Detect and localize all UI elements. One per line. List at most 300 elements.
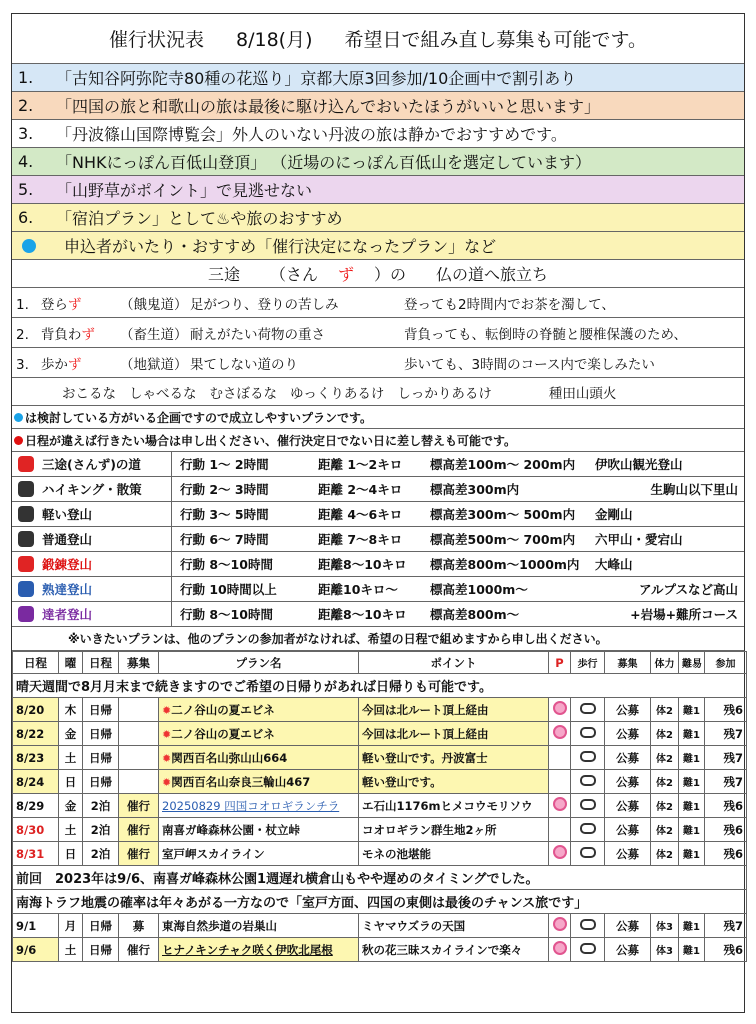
item-number: 2. [18, 96, 34, 115]
col-recruit: 募集 [605, 652, 651, 674]
level-name [12, 502, 172, 526]
cell-plan-text[interactable]: 20250829 四国コオロギランチラ [162, 798, 340, 813]
level-name-text: ハイキング・散策 [42, 482, 142, 497]
cell-status: 催行 [119, 818, 159, 842]
col-date: 日程 [13, 652, 59, 674]
level-distance: 距離8～10キロ [318, 557, 407, 572]
level-distance: 距離 2～4キロ [318, 482, 403, 497]
level-example: アルプスなど高山 [638, 582, 738, 597]
cell-plan-text: 二ノ谷山の夏エビネ [171, 726, 275, 741]
flower-icon [553, 941, 567, 955]
cell-point: 軽い登山です。丹波富士 [359, 746, 549, 770]
animal-icon [580, 799, 596, 810]
page-title [12, 14, 744, 64]
cell-stamina: 体2 [651, 746, 679, 770]
cell-plan[interactable] [159, 914, 359, 938]
level-elevation: 標高差800m～ [430, 607, 520, 622]
level-elevation: 標高差300m～ 500m内 [430, 507, 576, 522]
cell-date [13, 938, 59, 962]
sanzu-verb-text: 登ら [40, 296, 68, 313]
level-name [12, 552, 172, 576]
cell-date-text: 8/22 [16, 726, 45, 741]
sanzu-line [12, 348, 744, 378]
cell-recruit: 公募 [605, 698, 651, 722]
sanzu-realm: （餓鬼道） [120, 296, 188, 313]
level-row [12, 477, 744, 502]
level-distance: 距離8～10キロ [318, 607, 407, 622]
sanzu-verb [16, 353, 120, 373]
note-blue [12, 406, 744, 429]
cell-walk [571, 938, 605, 962]
sanzu-title-c: 仏の道へ旅立ち [436, 265, 549, 284]
sanzu-title-b [260, 262, 416, 285]
level-name [12, 577, 172, 601]
cell-plan[interactable] [159, 842, 359, 866]
big-note-text: ※いきたいプランは、他のプランの参加者がなければ、希望の日程で組めますから申し出ください。 [68, 632, 608, 646]
highlight-item [12, 148, 744, 176]
level-row [12, 552, 744, 577]
quote-author: 種田山頭火 [548, 385, 617, 402]
cell-p [549, 938, 571, 962]
cell-stamina: 体2 [651, 794, 679, 818]
cell-dow: 月 [59, 914, 83, 938]
sanzu-verb [16, 293, 120, 313]
cell-date-text: 8/20 [16, 702, 45, 717]
col-join: 参加 [705, 652, 747, 674]
sun-icon: ✹ [162, 751, 172, 765]
sanzu-title-a: 三途 [207, 265, 240, 284]
level-distance: 距離 7～8キロ [318, 532, 403, 547]
cell-nights: 2泊 [83, 842, 119, 866]
cell-status [119, 746, 159, 770]
animal-icon [580, 751, 596, 762]
cell-status: 催行 [119, 938, 159, 962]
level-row [12, 452, 744, 477]
cell-recruit: 公募 [605, 794, 651, 818]
quake-note-row [13, 890, 747, 914]
level-name-text: 鍛錬登山 [42, 557, 93, 572]
note-blue-text: は検討している方がいる企画ですので成立しやすいプランです。 [25, 410, 373, 425]
cell-dow: 土 [59, 938, 83, 962]
cell-join: 残7 [705, 914, 747, 938]
cell-stamina: 体2 [651, 722, 679, 746]
col-walk: 歩行 [571, 652, 605, 674]
level-duration: 行動 10時間以上 [180, 582, 277, 597]
table-row[interactable] [13, 722, 747, 746]
title-sub: 希望日で組み直し募集も可能です。 [344, 29, 647, 51]
cell-walk [571, 770, 605, 794]
level-duration: 行動 1～ 2時間 [180, 457, 269, 472]
highlight-item [12, 64, 744, 92]
sanzu-suffix: ず [67, 356, 82, 373]
highlight-item [12, 120, 744, 148]
sanzu-verb-text: 背負わ [40, 326, 82, 343]
featured-item-text: 申込者がいたり・おすすめ「催行決定になったプラン」など [64, 237, 497, 256]
quote-word: しゃべるな [129, 385, 197, 402]
item-text: 「宿泊プラン」として♨や旅のおすすめ [56, 209, 343, 228]
cell-join: 残7 [705, 722, 747, 746]
cell-join: 残7 [705, 746, 747, 770]
cell-p [549, 770, 571, 794]
level-row [12, 502, 744, 527]
table-row[interactable] [13, 698, 747, 722]
animal-icon [580, 775, 596, 786]
cell-plan[interactable] [159, 938, 359, 962]
cell-plan-text: 二ノ谷山の夏エビネ [171, 702, 275, 717]
prev-note: 前回 2023年は9/6、南喜ガ峰森林公園1週遅れ横倉山もやや遅めのタイミングでした。 [13, 866, 747, 890]
level-info [172, 605, 744, 623]
sanzu-realm: （地獄道） [120, 356, 188, 373]
cell-plan[interactable] [159, 698, 359, 722]
title-main: 催行状況表 [109, 29, 205, 51]
cell-recruit: 公募 [605, 722, 651, 746]
cell-dow: 木 [59, 698, 83, 722]
cell-recruit: 公募 [605, 818, 651, 842]
cell-plan[interactable] [159, 770, 359, 794]
cell-plan-text: 関西百名山弥山山664 [171, 750, 288, 765]
col-dow: 曜 [59, 652, 83, 674]
animal-icon [580, 919, 596, 930]
table-row[interactable] [13, 746, 747, 770]
item-number: 5. [18, 180, 34, 199]
cell-recruit: 公募 [605, 746, 651, 770]
level-example: 六甲山・愛宕山 [595, 532, 683, 547]
cell-recruit: 公募 [605, 938, 651, 962]
table-row[interactable] [13, 938, 747, 962]
cell-walk [571, 794, 605, 818]
animal-icon [580, 823, 596, 834]
cell-status: 催行 [119, 842, 159, 866]
level-row [12, 602, 744, 627]
status-sheet [11, 13, 745, 1013]
cell-nights: 日帰 [83, 722, 119, 746]
cell-join: 残6 [705, 938, 747, 962]
sanzu-note: 背負っても、転倒時の脊髄と腰椎保護のため、 [404, 326, 687, 343]
col-p: P [549, 652, 571, 674]
table-row[interactable] [13, 914, 747, 938]
cell-p [549, 914, 571, 938]
level-info [172, 480, 744, 498]
cell-dow: 土 [59, 746, 83, 770]
quote-line [12, 378, 744, 406]
blue-dot-icon [14, 413, 23, 422]
cell-plan-text: 室戸岬スカイライン [162, 846, 265, 861]
cell-plan-text: 東海自然歩道の岩巣山 [162, 918, 277, 933]
flower-icon [553, 797, 567, 811]
top-note-row [13, 674, 747, 698]
item-number: 6. [18, 208, 34, 227]
note-red [12, 429, 744, 452]
level-name-text: 達者登山 [42, 607, 93, 622]
cell-plan[interactable] [159, 746, 359, 770]
quote-word: しっかりあるけ [397, 385, 492, 402]
level-duration: 行動 8～10時間 [180, 557, 273, 572]
cell-difficulty: 難1 [679, 746, 705, 770]
prev-note-row [13, 866, 747, 890]
cell-difficulty: 難1 [679, 770, 705, 794]
cell-plan-text: 関西百名山奈良三輪山467 [171, 774, 311, 789]
cell-date [13, 794, 59, 818]
cell-dow: 金 [59, 722, 83, 746]
level-info [172, 505, 744, 523]
animal-icon [18, 556, 34, 572]
cell-plan-text: 南喜ガ峰森林公園・杖立峠 [162, 822, 300, 837]
animal-icon [580, 727, 596, 738]
blue-dot-icon [22, 239, 36, 253]
level-name-text: 軽い登山 [42, 507, 93, 522]
top-note-a: 晴天週 [16, 680, 56, 695]
level-duration: 行動 8～10時間 [180, 607, 273, 622]
cell-stamina: 体3 [651, 938, 679, 962]
cell-status [119, 722, 159, 746]
cell-point: 今回は北ルート頂上経由 [359, 722, 549, 746]
featured-item [12, 232, 744, 260]
cell-date-text: 8/23 [16, 750, 45, 765]
quake-note: 南海トラフ地震の確率は年々あがる一方なので「室戸方面、四国の東側は最後のチャンス旅です」 [13, 890, 747, 914]
cell-date-text: 9/1 [16, 918, 37, 933]
cell-stamina: 体2 [651, 818, 679, 842]
sun-icon: ✹ [162, 727, 172, 741]
cell-status: 催行 [119, 794, 159, 818]
sanzu-line [12, 318, 744, 348]
cell-recruit: 公募 [605, 914, 651, 938]
item-text: 「山野草がポイント」で見逃せない [56, 181, 313, 200]
cell-walk [571, 722, 605, 746]
table-row[interactable] [13, 818, 747, 842]
cell-point: モネの池堪能 [359, 842, 549, 866]
level-elevation: 標高差800m～1000m内 [430, 557, 580, 572]
table-header [13, 652, 747, 674]
highlight-item [12, 176, 744, 204]
sanzu-realm: （畜生道） [120, 326, 188, 343]
animal-icon [18, 456, 34, 472]
highlight-item [12, 92, 744, 120]
flower-icon [553, 725, 567, 739]
level-elevation: 標高差500m～ 700m内 [430, 532, 576, 547]
cell-date-text: 9/6 [16, 942, 37, 957]
quote-word: おこるな [62, 385, 116, 402]
level-info [172, 555, 744, 573]
level-name [12, 452, 172, 476]
level-name-text: 熟達登山 [42, 582, 93, 597]
cell-status: 募 [119, 914, 159, 938]
flower-icon [553, 917, 567, 931]
cell-date [13, 746, 59, 770]
sanzu-title-b3: ）の [374, 265, 407, 284]
level-duration: 行動 2～ 3時間 [180, 482, 269, 497]
cell-recruit: 公募 [605, 770, 651, 794]
cell-p [549, 842, 571, 866]
animal-icon [18, 481, 34, 497]
level-elevation: 標高差1000m～ [430, 582, 528, 597]
sanzu-title [12, 260, 744, 288]
level-example: 生駒山以下里山 [650, 482, 738, 497]
animal-icon [18, 506, 34, 522]
animal-icon [18, 581, 34, 597]
cell-difficulty: 難1 [679, 914, 705, 938]
level-example: +岩場+難所コース [630, 607, 738, 622]
cell-dow: 日 [59, 770, 83, 794]
quote-word: ゆっくりあるけ [290, 385, 385, 402]
cell-difficulty: 難1 [679, 818, 705, 842]
cell-walk [571, 746, 605, 770]
item-number: 3. [18, 124, 34, 143]
level-name-text: 普通登山 [42, 532, 93, 547]
flower-icon [553, 845, 567, 859]
table-row[interactable] [13, 770, 747, 794]
cell-date [13, 842, 59, 866]
cell-stamina: 体2 [651, 698, 679, 722]
animal-icon [580, 703, 596, 714]
cell-join: 残6 [705, 818, 747, 842]
cell-difficulty: 難1 [679, 698, 705, 722]
sanzu-suffix: ず [81, 326, 95, 343]
cell-dow: 金 [59, 794, 83, 818]
item-number: 4. [18, 152, 34, 171]
level-row [12, 577, 744, 602]
level-info [172, 455, 744, 473]
cell-nights: 日帰 [83, 746, 119, 770]
level-elevation: 標高差300m内 [430, 482, 520, 497]
cell-walk [571, 698, 605, 722]
cell-plan[interactable] [159, 794, 359, 818]
cell-date [13, 698, 59, 722]
animal-icon [580, 943, 596, 954]
cell-stamina: 体3 [651, 914, 679, 938]
top-note-b: 間で8月月末まで続きますのでご希望の日帰りがあれば日帰りも可能です。 [55, 680, 493, 695]
cell-point: ミヤマウズラの天国 [359, 914, 549, 938]
schedule-table [12, 651, 747, 962]
cell-date [13, 722, 59, 746]
flower-icon [553, 701, 567, 715]
sanzu-desc: 足がつり、登りの苦しみ [190, 296, 339, 313]
cell-dow: 土 [59, 818, 83, 842]
cell-walk [571, 914, 605, 938]
item-text: 「古知谷阿弥陀寺80種の花巡り」京都大原3回参加/10企画中で割引あり [56, 69, 577, 88]
level-name [12, 602, 172, 626]
cell-nights: 2泊 [83, 818, 119, 842]
cell-plan[interactable] [159, 818, 359, 842]
cell-join: 残6 [705, 698, 747, 722]
col-stamina: 体力 [651, 652, 679, 674]
item-text: 「四国の旅と和歌山の旅は最後に駆け込んでおいたほうがいいと思います」 [56, 97, 601, 116]
sanzu-desc: 耐えがたい荷物の重さ [190, 326, 325, 343]
level-name [12, 527, 172, 551]
cell-point: 秋の花三昧スカイラインで楽々 [359, 938, 549, 962]
cell-point: エ石山1176mヒメコウモリソウ [359, 794, 549, 818]
cell-nights: 日帰 [83, 698, 119, 722]
sanzu-num: 1. [16, 296, 29, 313]
animal-icon [18, 531, 34, 547]
level-info [172, 530, 744, 548]
cell-stamina: 体2 [651, 842, 679, 866]
cell-date [13, 770, 59, 794]
level-example: 大峰山 [595, 557, 633, 572]
col-status: 募集 [119, 652, 159, 674]
cell-date-text: 8/29 [16, 798, 45, 813]
cell-plan[interactable] [159, 722, 359, 746]
cell-nights: 日帰 [83, 914, 119, 938]
cell-point: 軽い登山です。 [359, 770, 549, 794]
cell-date [13, 818, 59, 842]
cell-join: 残6 [705, 794, 747, 818]
item-number: 1. [18, 68, 34, 87]
cell-nights: 日帰 [83, 938, 119, 962]
level-name [12, 477, 172, 501]
table-row[interactable] [13, 794, 747, 818]
cell-p [549, 818, 571, 842]
cell-difficulty: 難1 [679, 842, 705, 866]
cell-date-text: 8/24 [16, 774, 45, 789]
red-dot-icon [14, 436, 23, 445]
cell-dow: 日 [59, 842, 83, 866]
level-name-text: 三途(さんず)の道 [42, 457, 141, 472]
title-date: 8/18(月) [236, 29, 313, 51]
table-row[interactable] [13, 842, 747, 866]
sanzu-title-b1: （さん [269, 265, 318, 284]
sanzu-desc: 果てしない道のり [190, 356, 298, 373]
col-plan: プラン名 [159, 652, 359, 674]
cell-join: 残6 [705, 842, 747, 866]
sanzu-title-b2: ず [337, 265, 354, 284]
sanzu-line [12, 288, 744, 318]
sun-icon: ✹ [162, 775, 172, 789]
level-duration: 行動 6～ 7時間 [180, 532, 269, 547]
level-duration: 行動 3～ 5時間 [180, 507, 269, 522]
item-text: 「NHKにっぽん百低山登頂」 （近場のにっぽん百低山を選定しています） [56, 153, 591, 172]
level-info [172, 580, 744, 598]
cell-walk [571, 842, 605, 866]
cell-nights: 2泊 [83, 794, 119, 818]
cell-date [13, 914, 59, 938]
cell-p [549, 746, 571, 770]
animal-icon [580, 847, 596, 858]
cell-point: コオロギラン群生地2ヶ所 [359, 818, 549, 842]
level-distance: 距離 4～6キロ [318, 507, 403, 522]
col-difficulty: 難易 [679, 652, 705, 674]
sanzu-verb-text: 歩か [40, 356, 68, 373]
cell-p [549, 698, 571, 722]
quote-word: むさぼるな [209, 385, 277, 402]
item-text: 「丹波篠山国際博覧会」外人のいない丹波の旅は静かでおすすめです。 [56, 125, 567, 144]
cell-point: 今回は北ルート頂上経由 [359, 698, 549, 722]
col-point: ポイント [359, 652, 549, 674]
note-red-text: 日程が違えば行きたい場合は申し出ください、催行決定日でない日に差し替えも可能です。 [25, 433, 517, 448]
cell-status [119, 698, 159, 722]
cell-walk [571, 818, 605, 842]
cell-date-text: 8/30 [16, 822, 45, 837]
sanzu-note: 歩いても、3時間のコース内で楽しみたい [404, 356, 655, 373]
level-distance: 距離10キロ～ [318, 582, 398, 597]
cell-stamina: 体2 [651, 770, 679, 794]
sanzu-suffix: ず [67, 296, 82, 313]
cell-status [119, 770, 159, 794]
cell-difficulty: 難1 [679, 794, 705, 818]
cell-p [549, 722, 571, 746]
cell-difficulty: 難1 [679, 938, 705, 962]
animal-icon [18, 606, 34, 622]
sanzu-num: 3. [16, 356, 29, 373]
level-row [12, 527, 744, 552]
cell-plan-text: ヒナノキンチャク咲く伊吹北尾根 [162, 942, 333, 957]
col-nights: 日程 [83, 652, 119, 674]
cell-recruit: 公募 [605, 842, 651, 866]
sun-icon: ✹ [162, 703, 172, 717]
cell-p [549, 794, 571, 818]
sanzu-num: 2. [16, 326, 29, 343]
level-distance: 距離 1～2キロ [318, 457, 403, 472]
cell-nights: 日帰 [83, 770, 119, 794]
